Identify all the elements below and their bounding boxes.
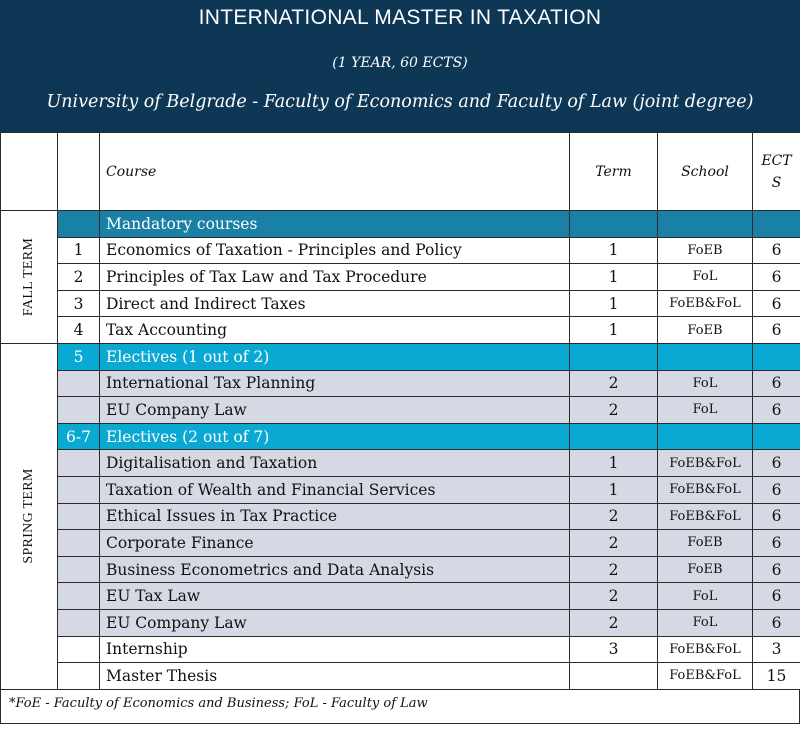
header-school	[658, 133, 753, 211]
table-row	[1, 530, 800, 557]
course-school: FoEB&FoL	[658, 663, 753, 690]
header-ects-line1: ECT	[761, 152, 792, 169]
fall-term-label: FALL TERM	[21, 237, 36, 317]
course-school: FoEB&FoL	[658, 636, 753, 663]
table-row	[1, 556, 800, 583]
program-title: INTERNATIONAL MASTER IN TAXATION	[198, 6, 602, 29]
course-school: FoEB	[658, 556, 753, 583]
footnote: *FoE - Faculty of Economics and Business; FoL - Faculty of Law	[0, 690, 800, 724]
course-number	[58, 503, 100, 530]
course-term: 1	[570, 290, 658, 317]
header-term-blank	[1, 133, 58, 211]
course-ects: 6	[753, 237, 800, 264]
course-number: 4	[58, 317, 100, 344]
course-name: EU Company Law	[100, 609, 570, 636]
course-ects: 6	[753, 530, 800, 557]
course-school	[658, 343, 753, 370]
table-row	[1, 264, 800, 291]
course-term: 2	[570, 370, 658, 397]
course-term	[570, 211, 658, 238]
course-number	[58, 583, 100, 610]
course-school	[658, 211, 753, 238]
course-number	[58, 476, 100, 503]
table-header-row	[1, 133, 800, 211]
course-school: FoEB&FoL	[658, 476, 753, 503]
course-name: Economics of Taxation - Principles and Policy	[100, 237, 570, 264]
course-number	[58, 211, 100, 238]
section-row	[1, 423, 800, 450]
course-school: FoL	[658, 583, 753, 610]
fall-term-cell	[1, 211, 58, 344]
header-course: Course	[100, 133, 570, 211]
course-ects: 6	[753, 317, 800, 344]
course-ects: 6	[753, 450, 800, 477]
header-number-blank	[58, 133, 100, 211]
course-term: 1	[570, 264, 658, 291]
program-subtitle: (1 YEAR, 60 ECTS)	[332, 55, 468, 71]
header-ects	[753, 133, 800, 211]
course-number	[58, 370, 100, 397]
course-ects	[753, 423, 800, 450]
table-row	[1, 317, 800, 344]
course-term: 2	[570, 556, 658, 583]
table-row	[1, 290, 800, 317]
course-number	[58, 530, 100, 557]
table-row	[1, 583, 800, 610]
table-row	[1, 370, 800, 397]
course-number: 5	[58, 343, 100, 370]
course-ects: 6	[753, 503, 800, 530]
course-ects: 6	[753, 397, 800, 424]
course-ects: 6	[753, 609, 800, 636]
course-number: 2	[58, 264, 100, 291]
table-row	[1, 503, 800, 530]
course-number	[58, 663, 100, 690]
header-term: Term	[570, 133, 658, 211]
course-name: Ethical Issues in Tax Practice	[100, 503, 570, 530]
course-name: Master Thesis	[100, 663, 570, 690]
course-term: 2	[570, 609, 658, 636]
course-term: 1	[570, 317, 658, 344]
course-term: 1	[570, 450, 658, 477]
course-ects: 6	[753, 556, 800, 583]
course-school: FoEB	[658, 530, 753, 557]
course-name: Electives (1 out of 2)	[100, 343, 570, 370]
course-school: FoEB&FoL	[658, 450, 753, 477]
course-school: FoEB	[658, 317, 753, 344]
course-number	[58, 556, 100, 583]
spring-term-cell	[1, 343, 58, 689]
course-term: 2	[570, 397, 658, 424]
course-school: FoEB&FoL	[658, 290, 753, 317]
header-ects-line2: S	[771, 174, 782, 191]
course-term: 2	[570, 503, 658, 530]
course-term: 2	[570, 583, 658, 610]
course-term	[570, 663, 658, 690]
course-school: FoL	[658, 370, 753, 397]
course-school: FoL	[658, 609, 753, 636]
table-row	[1, 636, 800, 663]
table-row	[1, 237, 800, 264]
course-term: 2	[570, 530, 658, 557]
course-name: Mandatory courses	[100, 211, 570, 238]
course-term: 3	[570, 636, 658, 663]
course-name: Principles of Tax Law and Tax Procedure	[100, 264, 570, 291]
course-school: FoL	[658, 397, 753, 424]
course-ects	[753, 343, 800, 370]
course-name: Tax Accounting	[100, 317, 570, 344]
program-header	[0, 0, 800, 132]
course-number	[58, 609, 100, 636]
table-row	[1, 663, 800, 690]
course-ects: 6	[753, 476, 800, 503]
course-name: International Tax Planning	[100, 370, 570, 397]
course-ects: 6	[753, 583, 800, 610]
course-school: FoEB	[658, 237, 753, 264]
course-school: FoL	[658, 264, 753, 291]
course-term	[570, 343, 658, 370]
university-line: University of Belgrade - Faculty of Economics and Faculty of Law (joint degree)	[46, 92, 754, 112]
course-name: Electives (2 out of 7)	[100, 423, 570, 450]
course-ects: 6	[753, 264, 800, 291]
table-row	[1, 397, 800, 424]
course-number: 6-7	[58, 423, 100, 450]
course-number	[58, 450, 100, 477]
curriculum-table	[0, 132, 800, 690]
table-row	[1, 609, 800, 636]
course-name: Business Econometrics and Data Analysis	[100, 556, 570, 583]
course-ects: 6	[753, 370, 800, 397]
course-number: 1	[58, 237, 100, 264]
course-name: EU Tax Law	[100, 583, 570, 610]
table-row	[1, 450, 800, 477]
course-school: FoEB&FoL	[658, 503, 753, 530]
course-term: 1	[570, 237, 658, 264]
course-number	[58, 636, 100, 663]
course-ects	[753, 211, 800, 238]
table-row	[1, 476, 800, 503]
section-row	[1, 211, 800, 238]
course-number: 3	[58, 290, 100, 317]
course-school	[658, 423, 753, 450]
course-ects: 15	[753, 663, 800, 690]
course-name: Digitalisation and Taxation	[100, 450, 570, 477]
course-ects: 6	[753, 290, 800, 317]
course-name: Direct and Indirect Taxes	[100, 290, 570, 317]
course-number	[58, 397, 100, 424]
spring-term-label: SPRING TERM	[21, 468, 36, 564]
section-row	[1, 343, 800, 370]
course-name: Corporate Finance	[100, 530, 570, 557]
course-name: Internship	[100, 636, 570, 663]
header-school-label: School	[681, 163, 729, 180]
course-name: EU Company Law	[100, 397, 570, 424]
course-name: Taxation of Wealth and Financial Services	[100, 476, 570, 503]
course-ects: 3	[753, 636, 800, 663]
course-term	[570, 423, 658, 450]
course-term: 1	[570, 476, 658, 503]
